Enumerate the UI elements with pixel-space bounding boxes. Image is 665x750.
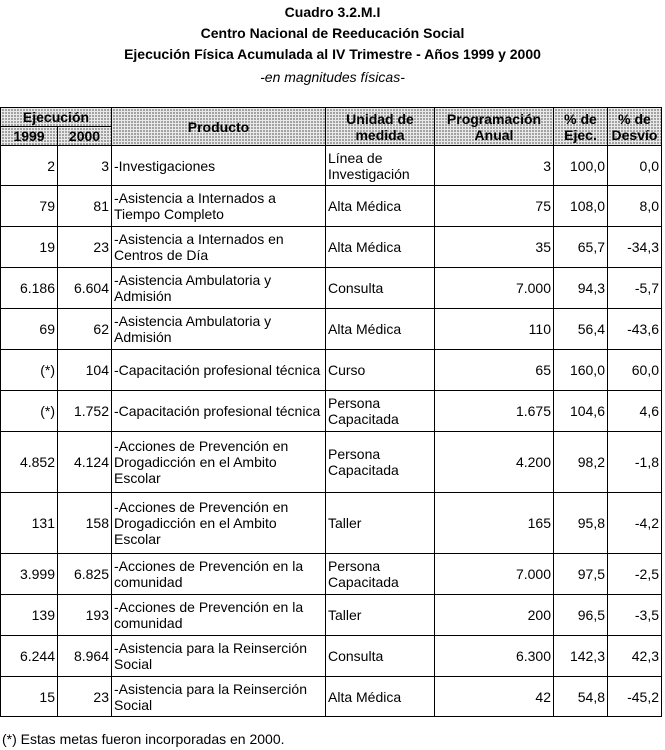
cell-pct-ejec: 104,6	[554, 391, 608, 432]
cell-unidad: Persona Capacitada	[326, 554, 435, 595]
cell-programacion: 6.300	[435, 636, 554, 677]
table-row	[1, 432, 662, 493]
table-row	[1, 146, 662, 186]
cell-pct-desvio: 4,6	[608, 391, 662, 432]
cell-1999: 6.186	[1, 268, 58, 309]
cell-2000: 3	[58, 146, 112, 186]
cell-pct-desvio: -43,6	[608, 309, 662, 350]
cell-programacion: 4.200	[435, 432, 554, 493]
cell-unidad: Curso	[326, 350, 435, 391]
cell-pct-desvio: -34,3	[608, 227, 662, 268]
header-pct-desvio: % de Desvío	[608, 108, 662, 146]
cell-pct-ejec: 98,2	[554, 432, 608, 493]
cell-pct-ejec: 54,8	[554, 677, 608, 717]
cell-pct-ejec: 160,0	[554, 350, 608, 391]
cell-programacion: 3	[435, 146, 554, 186]
cell-producto: -Asistencia para la Reinserción Social	[112, 677, 326, 717]
cell-programacion: 7.000	[435, 554, 554, 595]
cell-pct-ejec: 142,3	[554, 636, 608, 677]
cell-2000: 81	[58, 186, 112, 227]
cell-pct-ejec: 100,0	[554, 146, 608, 186]
cell-2000: 62	[58, 309, 112, 350]
table-row	[1, 677, 662, 717]
cell-pct-desvio: 42,3	[608, 636, 662, 677]
cell-programacion: 65	[435, 350, 554, 391]
table-title: Ejecución Física Acumulada al IV Trimestre - Años 1999 y 2000	[124, 46, 541, 62]
table-row	[1, 309, 662, 350]
cell-producto: -Asistencia a Internados a Tiempo Completo	[112, 186, 326, 227]
cell-pct-desvio: -1,8	[608, 432, 662, 493]
cell-producto: -Acciones de Prevención en la comunidad	[112, 554, 326, 595]
cell-pct-ejec: 95,8	[554, 493, 608, 554]
cell-2000: 8.964	[58, 636, 112, 677]
cell-2000: 4.124	[58, 432, 112, 493]
header-2000: 2000	[58, 127, 112, 146]
table-row	[1, 595, 662, 636]
cell-1999: 139	[1, 595, 58, 636]
cell-pct-desvio: -2,5	[608, 554, 662, 595]
header-producto: Producto	[112, 108, 326, 146]
cell-1999: 79	[1, 186, 58, 227]
cell-unidad: Persona Capacitada	[326, 391, 435, 432]
cell-programacion: 75	[435, 186, 554, 227]
cell-producto: -Acciones de Prevención en Drogadicción en el Ambito Escolar	[112, 493, 326, 554]
cell-1999: 19	[1, 227, 58, 268]
footnote: (*) Estas metas fueron incorporadas en 2000.	[2, 731, 285, 747]
cell-pct-desvio: -4,2	[608, 493, 662, 554]
cell-1999: 15	[1, 677, 58, 717]
cell-pct-ejec: 94,3	[554, 268, 608, 309]
cell-pct-ejec: 56,4	[554, 309, 608, 350]
cell-pct-ejec: 97,5	[554, 554, 608, 595]
cell-unidad: Alta Médica	[326, 186, 435, 227]
table-row	[1, 350, 662, 391]
cell-programacion: 165	[435, 493, 554, 554]
cell-pct-ejec: 108,0	[554, 186, 608, 227]
cell-unidad: Consulta	[326, 636, 435, 677]
cell-pct-desvio: 0,0	[608, 146, 662, 186]
institution-title: Centro Nacional de Reeducación Social	[200, 25, 465, 41]
cell-2000: 193	[58, 595, 112, 636]
header-pct-ejec: % de Ejec.	[554, 108, 608, 146]
table-number: Cuadro 3.2.M.I	[284, 4, 381, 20]
cell-unidad: Línea de Investigación	[326, 146, 435, 186]
cell-1999: 3.999	[1, 554, 58, 595]
cell-1999: 4.852	[1, 432, 58, 493]
header-unidad: Unidad de medida	[326, 108, 435, 146]
cell-pct-desvio: 8,0	[608, 186, 662, 227]
cell-2000: 6.604	[58, 268, 112, 309]
cell-1999: 69	[1, 309, 58, 350]
cell-producto: -Capacitación profesional técnica	[112, 391, 326, 432]
cell-programacion: 42	[435, 677, 554, 717]
cell-producto: -Acciones de Prevención en Drogadicción en el Ambito Escolar	[112, 432, 326, 493]
cell-2000: 158	[58, 493, 112, 554]
cell-2000: 1.752	[58, 391, 112, 432]
cell-unidad: Alta Médica	[326, 677, 435, 717]
header-1999: 1999	[1, 127, 58, 146]
cell-pct-ejec: 65,7	[554, 227, 608, 268]
cell-pct-desvio: 60,0	[608, 350, 662, 391]
cell-producto: -Asistencia a Internados en Centros de Día	[112, 227, 326, 268]
cell-1999: 2	[1, 146, 58, 186]
table-row	[1, 186, 662, 227]
execution-table	[0, 107, 662, 717]
cell-2000: 23	[58, 227, 112, 268]
cell-pct-desvio: -3,5	[608, 595, 662, 636]
cell-unidad: Consulta	[326, 268, 435, 309]
cell-2000: 6.825	[58, 554, 112, 595]
cell-unidad: Taller	[326, 493, 435, 554]
cell-unidad: Persona Capacitada	[326, 432, 435, 493]
table-row	[1, 227, 662, 268]
table-row	[1, 268, 662, 309]
cell-producto: -Investigaciones	[112, 146, 326, 186]
cell-programacion: 35	[435, 227, 554, 268]
cell-pct-desvio: -45,2	[608, 677, 662, 717]
cell-programacion: 110	[435, 309, 554, 350]
cell-producto: -Acciones de Prevención en la comunidad	[112, 595, 326, 636]
table-row	[1, 391, 662, 432]
cell-1999: 6.244	[1, 636, 58, 677]
cell-2000: 23	[58, 677, 112, 717]
table-row	[1, 636, 662, 677]
cell-1999: 131	[1, 493, 58, 554]
cell-unidad: Alta Médica	[326, 309, 435, 350]
cell-pct-ejec: 96,5	[554, 595, 608, 636]
cell-2000: 104	[58, 350, 112, 391]
cell-unidad: Alta Médica	[326, 227, 435, 268]
cell-producto: -Capacitación profesional técnica	[112, 350, 326, 391]
table-row	[1, 554, 662, 595]
cell-programacion: 200	[435, 595, 554, 636]
cell-unidad: Taller	[326, 595, 435, 636]
table-row	[1, 493, 662, 554]
header-programacion: Programación Anual	[435, 108, 554, 146]
cell-producto: -Asistencia para la Reinserción Social	[112, 636, 326, 677]
header-ejecucion: Ejecución	[1, 108, 112, 127]
cell-programacion: 1.675	[435, 391, 554, 432]
cell-producto: -Asistencia Ambulatoria y Admisión	[112, 309, 326, 350]
cell-producto: -Asistencia Ambulatoria y Admisión	[112, 268, 326, 309]
table-subtitle: -en magnitudes físicas-	[260, 69, 405, 85]
cell-1999: (*)	[1, 350, 58, 391]
cell-programacion: 7.000	[435, 268, 554, 309]
cell-1999: (*)	[1, 391, 58, 432]
cell-pct-desvio: -5,7	[608, 268, 662, 309]
